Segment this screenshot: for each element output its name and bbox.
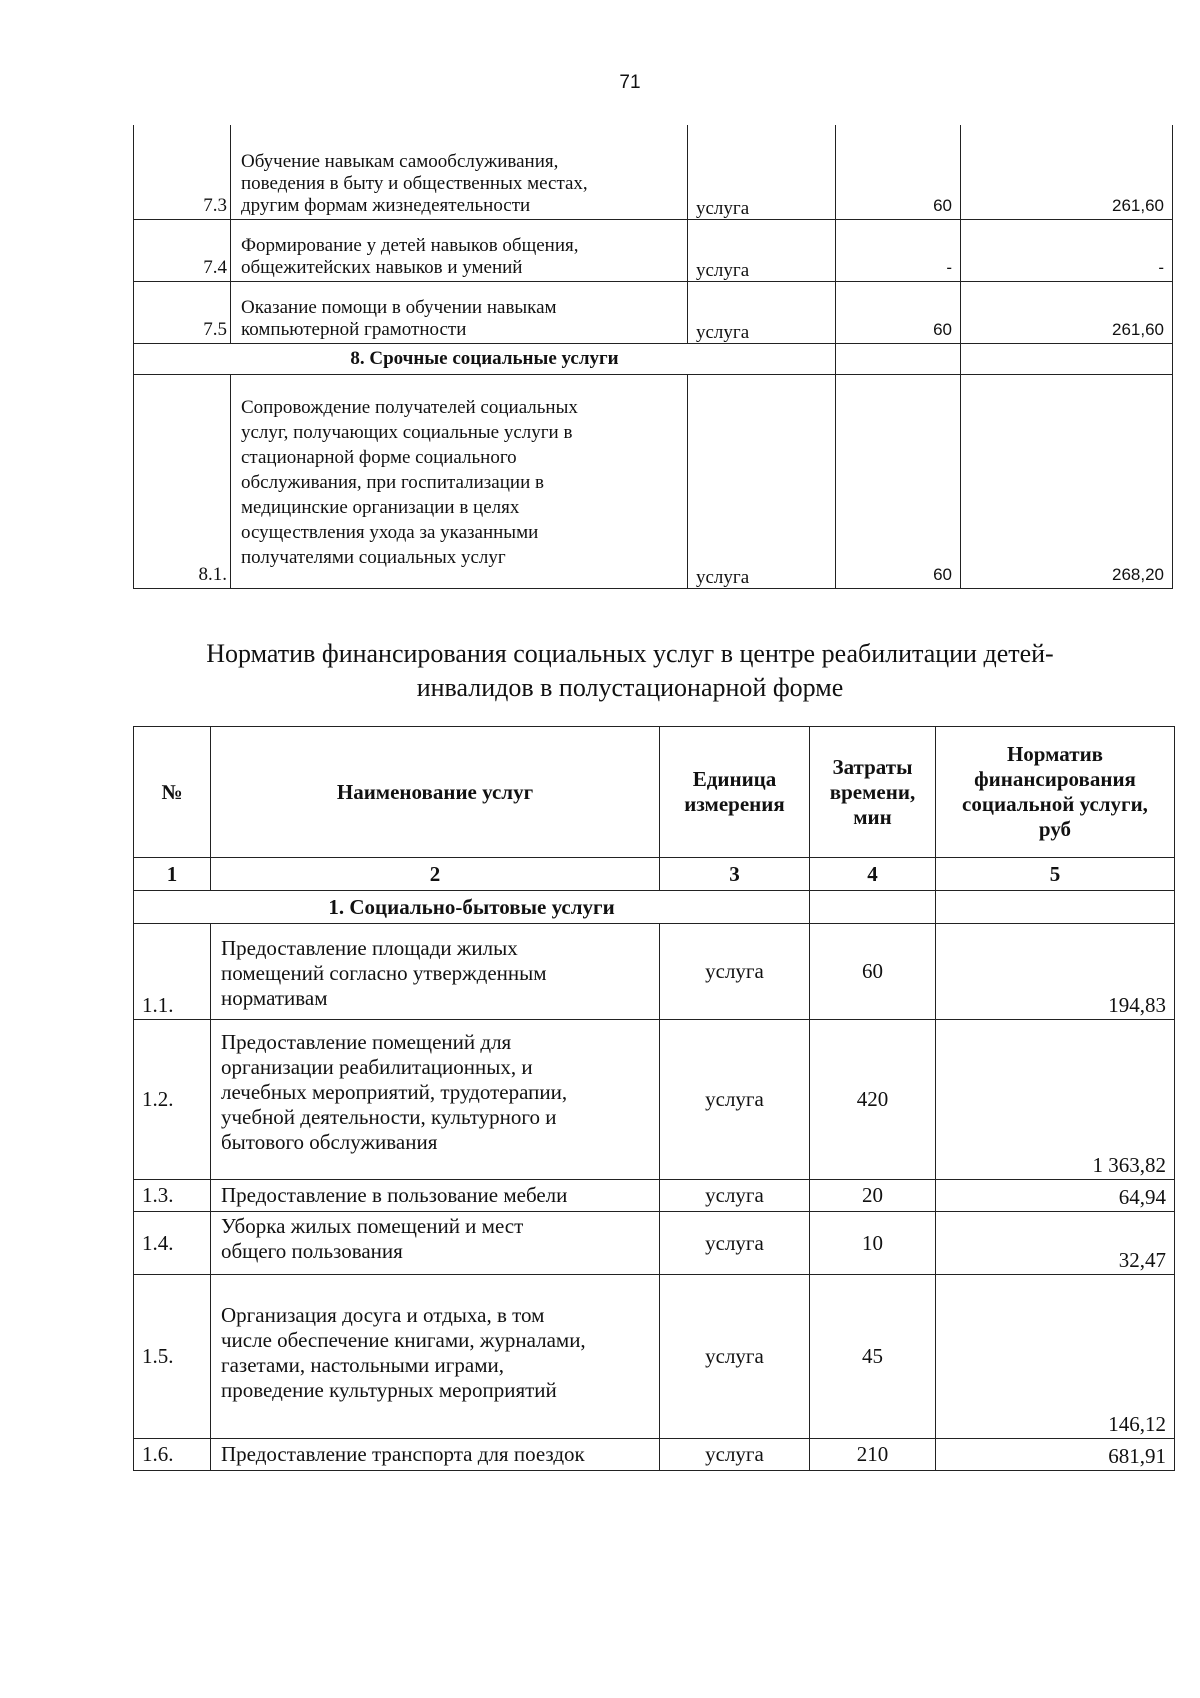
service-name-line: общежитейских навыков и умений	[241, 256, 523, 278]
unit-cell: услуга	[688, 281, 836, 343]
norm-cell: 194,83	[936, 924, 1175, 1020]
row-number: 1.2.	[134, 1020, 211, 1180]
service-name-line: медицинские организации в целях	[241, 496, 520, 518]
service-name	[211, 1439, 660, 1471]
column-index: 4	[810, 858, 936, 891]
header-name: Наименование услуг	[211, 727, 660, 858]
service-name-line: лечебных мероприятий, трудотерапии,	[221, 1080, 568, 1104]
header-unit	[660, 727, 810, 858]
table-row	[134, 1180, 1175, 1212]
unit-cell: услуга	[660, 1275, 810, 1439]
section-heading: 8. Срочные социальные услуги	[134, 343, 836, 374]
service-name-line: общего пользования	[221, 1239, 403, 1263]
header-row	[134, 727, 1175, 858]
service-name-line: Уборка жилых помещений и мест	[221, 1214, 524, 1238]
column-index: 5	[936, 858, 1175, 891]
header-norm-line: финансирования	[974, 767, 1136, 791]
time-cell: 60	[836, 281, 961, 343]
table-row	[134, 924, 1175, 1020]
table-row	[134, 374, 1173, 588]
column-index: 2	[211, 858, 660, 891]
empty-cell	[961, 343, 1173, 374]
table-row	[134, 1275, 1175, 1439]
unit-cell: услуга	[688, 374, 836, 588]
service-name-line: получателями социальных услуг	[241, 546, 506, 568]
section-title	[0, 637, 1200, 705]
service-name	[211, 924, 660, 1020]
service-name-line: помещений согласно утвержденным	[221, 961, 547, 985]
time-cell: 60	[810, 924, 936, 1020]
service-name-line: нормативам	[221, 986, 328, 1010]
column-index: 3	[660, 858, 810, 891]
time-cell: 420	[810, 1020, 936, 1180]
service-name-line: поведения в быту и общественных местах,	[241, 172, 588, 194]
service-name	[231, 219, 688, 281]
service-name-line: другим формам жизнедеятельности	[241, 194, 531, 216]
service-name-line: Организация досуга и отдыха, в том	[221, 1303, 545, 1327]
time-cell: 60	[836, 125, 961, 219]
empty-cell	[810, 891, 936, 924]
section-title-line: инвалидов в полустационарной форме	[416, 673, 844, 702]
page-number: 71	[619, 72, 641, 93]
service-name-line: Предоставление транспорта для поездок	[221, 1442, 585, 1466]
header-unit-line: Единица	[692, 767, 777, 791]
section-row	[134, 891, 1175, 924]
service-name	[211, 1212, 660, 1275]
section-heading: 1. Социально-бытовые услуги	[134, 891, 810, 924]
time-cell: -	[836, 219, 961, 281]
service-name	[211, 1275, 660, 1439]
header-norm-line: руб	[1038, 817, 1072, 841]
row-number: 1.1.	[134, 924, 211, 1020]
unit-cell: услуга	[660, 1020, 810, 1180]
service-name-line: обслуживания, при госпитализации в	[241, 471, 544, 493]
table-row	[134, 1439, 1175, 1471]
service-name	[231, 281, 688, 343]
service-name	[211, 1180, 660, 1212]
service-name-line: учебной деятельности, культурного и	[221, 1105, 557, 1129]
service-name-line: Предоставление в пользование мебели	[221, 1183, 568, 1207]
time-cell: 10	[810, 1212, 936, 1275]
header-norm-line: социальной услуги,	[962, 792, 1148, 816]
service-name-line: бытового обслуживания	[221, 1130, 438, 1154]
time-cell: 45	[810, 1275, 936, 1439]
header-time-line: времени,	[829, 779, 916, 804]
unit-cell: услуга	[688, 219, 836, 281]
row-number: 1.4.	[134, 1212, 211, 1275]
service-name-line: компьютерной грамотности	[241, 318, 467, 340]
unit-cell: услуга	[660, 1212, 810, 1275]
section-title-line: Норматив финансирования социальных услуг в центре реабилитации детей-	[206, 639, 1054, 668]
norm-cell: 261,60	[961, 125, 1173, 219]
time-cell: 60	[836, 374, 961, 588]
header-norm-line: Норматив	[1006, 742, 1104, 766]
unit-cell: услуга	[688, 125, 836, 219]
header-time-line: Затраты	[832, 754, 913, 779]
norm-cell: 32,47	[936, 1212, 1175, 1275]
table-row	[134, 281, 1173, 343]
row-number: 7.3	[134, 125, 231, 219]
header-time	[810, 727, 936, 858]
table-row	[134, 125, 1173, 219]
row-number: 7.4	[134, 219, 231, 281]
norm-cell: 1 363,82	[936, 1020, 1175, 1180]
norm-cell: 64,94	[936, 1180, 1175, 1212]
service-name-line: Предоставление площади жилых	[221, 936, 518, 960]
time-cell: 20	[810, 1180, 936, 1212]
table-row	[134, 219, 1173, 281]
empty-cell	[936, 891, 1175, 924]
row-number: 1.3.	[134, 1180, 211, 1212]
service-name-line: газетами, настольными играми,	[221, 1353, 504, 1377]
financing-norms-table	[133, 726, 1175, 1471]
service-name-line: Сопровождение получателей социальных	[241, 396, 578, 418]
service-name-line: Формирование у детей навыков общения,	[241, 234, 579, 256]
service-name-line: осуществления ухода за указанными	[241, 521, 539, 543]
services-table-continued	[133, 125, 1173, 589]
unit-cell: услуга	[660, 924, 810, 1020]
norm-cell: 681,91	[936, 1439, 1175, 1471]
column-index: 1	[134, 858, 211, 891]
row-number: 1.5.	[134, 1275, 211, 1439]
service-name	[231, 374, 688, 588]
empty-cell	[836, 343, 961, 374]
unit-cell: услуга	[660, 1180, 810, 1212]
header-number: №	[134, 727, 211, 858]
service-name-line: числе обеспечение книгами, журналами,	[221, 1328, 586, 1352]
row-number: 1.6.	[134, 1439, 211, 1471]
service-name-line: Предоставление помещений для	[221, 1030, 512, 1054]
column-index-row	[134, 858, 1175, 891]
row-number: 7.5	[134, 281, 231, 343]
norm-cell: 268,20	[961, 374, 1173, 588]
norm-cell: 261,60	[961, 281, 1173, 343]
service-name	[231, 125, 688, 219]
header-unit-line: измерения	[684, 792, 785, 816]
table-row	[134, 1212, 1175, 1275]
table-row	[134, 1020, 1175, 1180]
time-cell: 210	[810, 1439, 936, 1471]
service-name-line: услуг, получающих социальные услуги в	[241, 421, 573, 443]
service-name-line: организации реабилитационных, и	[221, 1055, 533, 1079]
service-name-line: Обучение навыкам самообслуживания,	[241, 150, 559, 172]
header-time-line: мин	[853, 804, 892, 829]
row-number: 8.1.	[134, 374, 231, 588]
unit-cell: услуга	[660, 1439, 810, 1471]
norm-cell: -	[961, 219, 1173, 281]
service-name-line: Оказание помощи в обучении навыкам	[241, 296, 557, 318]
norm-cell: 146,12	[936, 1275, 1175, 1439]
service-name-line: проведение культурных мероприятий	[221, 1378, 557, 1402]
service-name	[211, 1020, 660, 1180]
section-row	[134, 343, 1173, 374]
service-name-line: стационарной форме социального	[241, 446, 517, 468]
header-norm	[936, 727, 1175, 858]
